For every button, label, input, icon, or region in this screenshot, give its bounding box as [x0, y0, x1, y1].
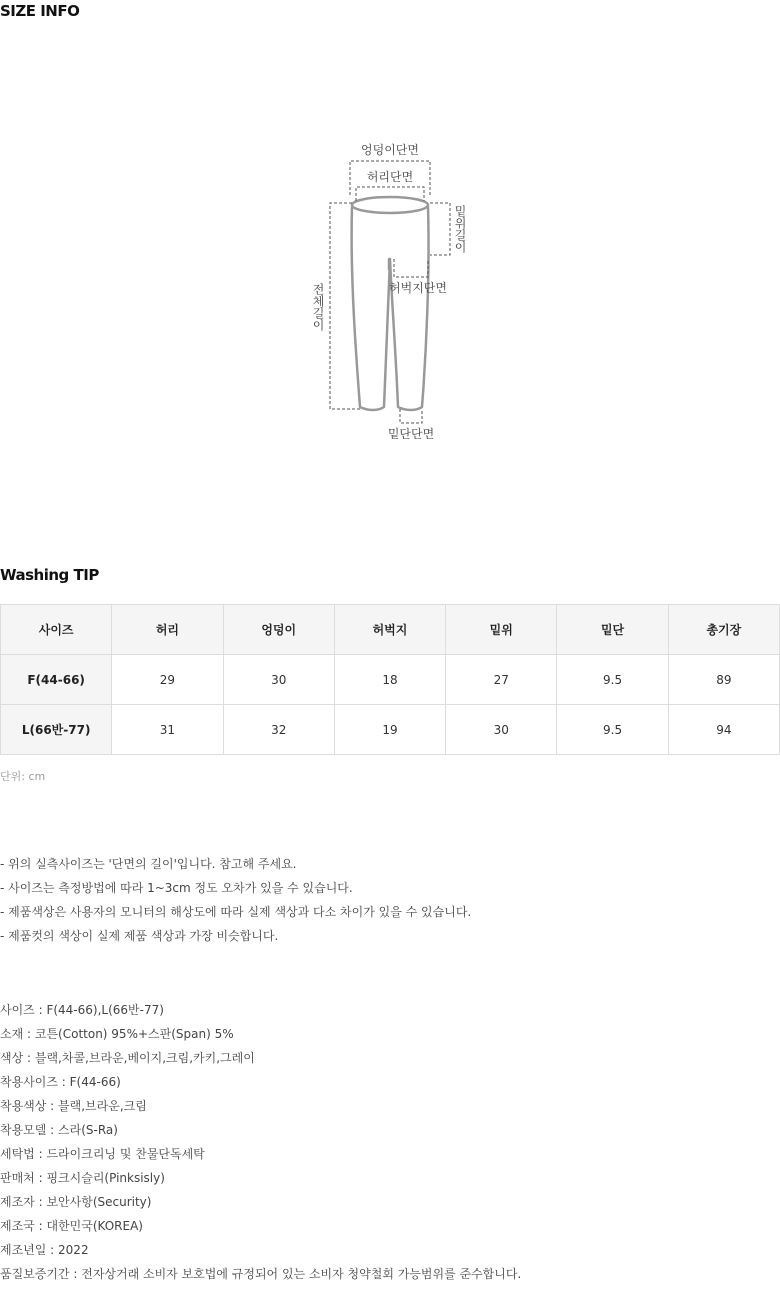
list-item: 제조국 : 대한민국(KOREA) — [0, 1219, 143, 1233]
list-item: 착용모델 : 스라(S-Ra) — [0, 1123, 118, 1137]
table-cell: 94 — [668, 705, 779, 755]
pants-size-diagram — [300, 135, 480, 455]
header-thigh: 허벅지 — [334, 605, 445, 655]
header-hem: 밑단 — [557, 605, 668, 655]
table-cell: 29 — [112, 655, 223, 705]
list-item: 색상 : 블랙,차콜,브라운,베이지,크림,카키,그레이 — [0, 1051, 255, 1065]
product-specs-list — [0, 1001, 521, 1289]
list-item: 품질보증기간 : 전자상거래 소비자 보호법에 규정되어 있는 소비자 청약철회 가능범위를 준수합니다. — [0, 1267, 522, 1281]
table-cell: 89 — [668, 655, 779, 705]
thigh-measure-line — [394, 259, 428, 277]
waist-label: 허리단면 — [366, 170, 414, 184]
table-cell: 31 — [112, 705, 223, 755]
table-row — [1, 705, 780, 755]
list-item: 세탁법 : 드라이크리닝 및 찬물단독세탁 — [0, 1147, 205, 1161]
rise-measure-line — [430, 203, 450, 255]
table-row — [1, 655, 780, 705]
size-table — [0, 604, 780, 755]
list-item: - 사이즈는 측정방법에 따라 1~3cm 정도 오차가 있을 수 있습니다. — [0, 881, 353, 895]
table-cell: 32 — [223, 705, 334, 755]
table-cell: 9.5 — [557, 655, 668, 705]
table-cell: 27 — [446, 655, 557, 705]
list-item: 제조년일 : 2022 — [0, 1243, 89, 1257]
rise-label: 밑위길이 — [453, 205, 467, 253]
washing-tip-title: Washing TIP — [0, 566, 99, 584]
list-item: - 제품컷의 색상이 실제 제품 색상과 가장 비슷합니다. — [0, 929, 279, 943]
list-item: 착용사이즈 : F(44-66) — [0, 1075, 121, 1089]
list-item: 제조자 : 보안사항(Security) — [0, 1195, 152, 1209]
list-item: 사이즈 : F(44-66),L(66반-77) — [0, 1003, 164, 1017]
thigh-label: 허벅지단면 — [389, 281, 447, 295]
list-item: 판매처 : 핑크시슬리(Pinksisly) — [0, 1171, 165, 1185]
list-item: 소재 : 코튼(Cotton) 95%+스판(Span) 5% — [0, 1027, 234, 1041]
notes-list — [0, 855, 471, 951]
hip-label: 엉덩이단면 — [361, 143, 419, 157]
table-cell: 18 — [334, 655, 445, 705]
hem-label: 밑단단면 — [387, 427, 435, 441]
table-header-row — [1, 605, 780, 655]
table-cell: F(44-66) — [1, 655, 112, 705]
header-total-length: 총기장 — [668, 605, 779, 655]
total-length-label: 전체길이 — [311, 283, 325, 331]
table-cell: L(66반-77) — [1, 705, 112, 755]
table-cell: 30 — [223, 655, 334, 705]
total-length-measure-line — [330, 203, 360, 409]
table-cell: 19 — [334, 705, 445, 755]
size-info-title: SIZE INFO — [0, 2, 80, 20]
pants-outline-icon — [352, 197, 429, 410]
header-hip: 엉덩이 — [223, 605, 334, 655]
table-cell: 30 — [446, 705, 557, 755]
table-cell: 9.5 — [557, 705, 668, 755]
list-item: 착용색상 : 블랙,브라운,크림 — [0, 1099, 147, 1113]
header-waist: 허리 — [112, 605, 223, 655]
list-item: - 제품색상은 사용자의 모니터의 해상도에 따라 실제 색상과 다소 차이가 있을 수 있습니다. — [0, 905, 472, 919]
list-item: - 위의 실측사이즈는 '단면의 길이'입니다. 참고해 주세요. — [0, 857, 297, 871]
header-size: 사이즈 — [1, 605, 112, 655]
header-rise: 밑위 — [446, 605, 557, 655]
unit-note: 단위: cm — [0, 770, 46, 783]
